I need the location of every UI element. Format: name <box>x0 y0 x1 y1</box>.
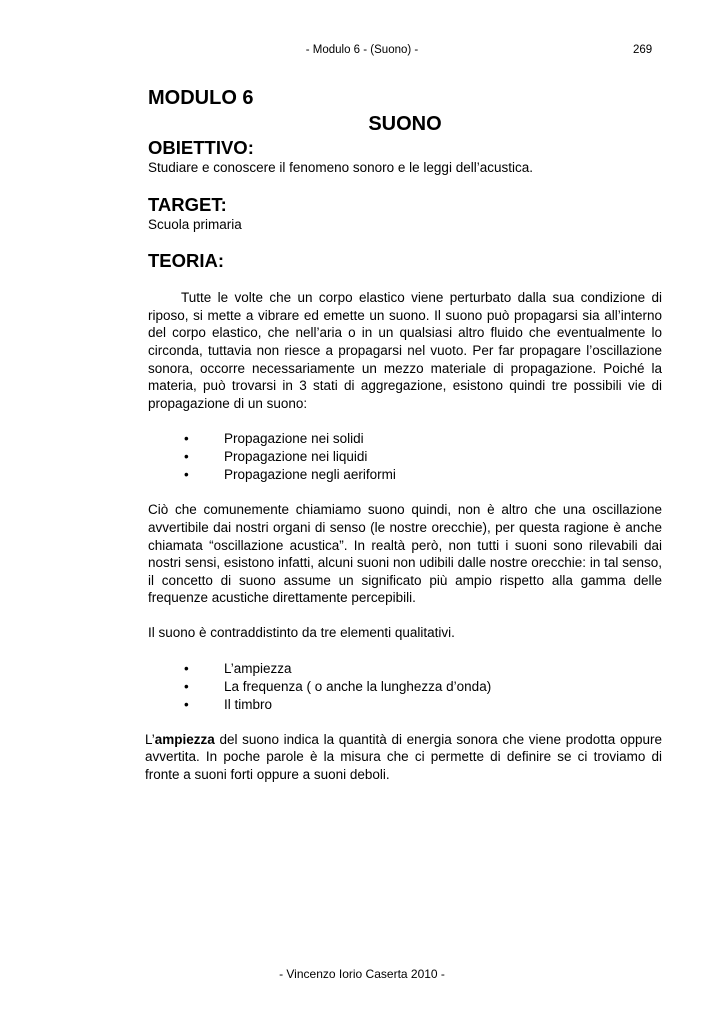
header-title: - Modulo 6 - (Suono) - <box>305 44 419 56</box>
list-item: • Propagazione negli aeriformi <box>184 467 396 483</box>
list-item: • Il timbro <box>184 696 273 712</box>
section-heading-target: TARGET: <box>148 193 227 215</box>
page-number: 269 <box>633 44 653 56</box>
term-ampiezza: ampiezza <box>154 731 215 747</box>
module-title: MODULO 6 <box>148 87 254 109</box>
bullet-icon: • <box>184 449 189 465</box>
elements-list <box>148 660 662 714</box>
bullet-icon: • <box>184 678 189 694</box>
list-item: • Propagazione nei solidi <box>184 431 364 447</box>
bullet-icon: • <box>184 467 189 483</box>
section-heading-obiettivo: OBIETTIVO: <box>148 137 254 158</box>
propagation-list <box>148 430 662 484</box>
target-text: Scuola primaria <box>148 216 242 232</box>
obiettivo-text: Studiare e conoscere il fenomeno sonoro e le leggi dell’acustica. <box>148 160 533 175</box>
subject-title: SUONO <box>368 113 442 135</box>
page-content <box>145 85 662 783</box>
paragraph-ampiezza: L’ampiezza del suono indica la quantità di energia sonora che viene prodotta oppure avvertita. In poche parole è la misura che ci permette di definire se ci troviamo di fronte a suoni forti oppure a suoni deboli. <box>145 731 662 782</box>
paragraph-propagation: Tutte le volte che un corpo elastico viene perturbato dalla sua condizione di riposo, si mette a vibrare ed emette un suono. Il suono può propagarsi sia all’interno del corpo elastico, che nell’aria o in un qualsiasi altro fluido che eventualmente lo circonda, tuttavia non riesce a propagarsi nel vuoto. Per far propagare l’oscillazione sonora, occorre necessariamente un mezzo materiale di propagazione. Poiché la materia, può trovarsi in 3 stati di aggregazione, esistono quindi tre possibili vie di propagazione di un suono: <box>148 290 662 411</box>
list-item: • La frequenza ( o anche la lunghezza d’onda) <box>184 678 492 694</box>
page-header <box>0 44 724 60</box>
list-item: • Propagazione nei liquidi <box>184 449 368 465</box>
bullet-icon: • <box>184 431 189 447</box>
paragraph-sound-definition: Ciò che comunemente chiamiamo suono quindi, non è altro che una oscillazione avvertibile dai nostri organi di senso (le nostre orecchie), per questa ragione è anche chiamata “oscillazione acustica”. In realtà però, non tutti i suoni sono rilevabili dai nostri sensi, esistono infatti, alcuni suoni non udibili dalle nostre orecchie: in tal senso, il concetto di suono assume un significato più ampio rispetto alla gamma delle frequenze acustiche direttamente percepibili. <box>148 502 662 606</box>
page-footer: - Vincenzo Iorio Caserta 2010 - <box>279 967 445 981</box>
list-item: • L’ampiezza <box>184 660 292 676</box>
paragraph-elements-intro: Il suono è contraddistinto da tre elementi qualitativi. <box>148 624 455 640</box>
section-heading-teoria: TEORIA: <box>148 250 225 272</box>
bullet-icon: • <box>184 696 189 712</box>
bullet-icon: • <box>184 660 189 676</box>
